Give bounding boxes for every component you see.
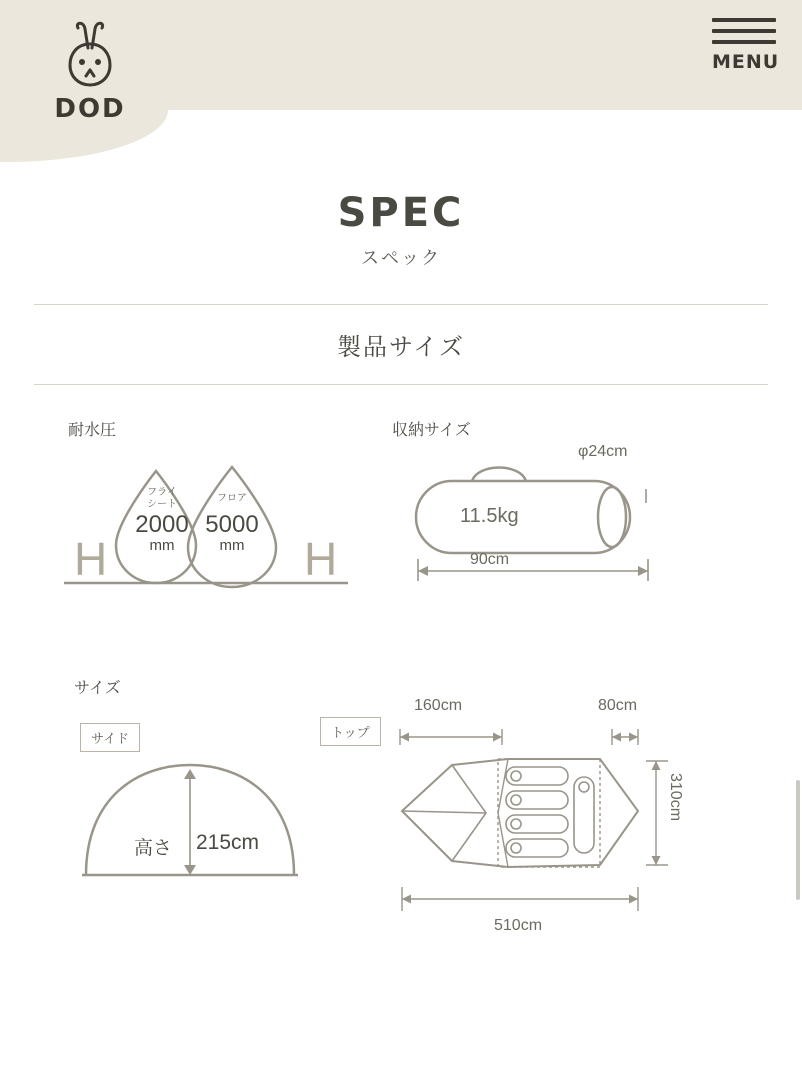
menu-button-label: MENU: [712, 51, 780, 73]
page-subtitle: スペック: [361, 248, 441, 268]
label-storage-size: 収納サイズ: [392, 422, 471, 439]
storage-diameter: φ24cm: [578, 443, 628, 460]
menu-button[interactable]: [712, 18, 780, 73]
dim-510: 510cm: [494, 917, 543, 934]
label-water-pressure: 耐水圧: [68, 422, 117, 439]
storage-length: 90cm: [470, 551, 510, 568]
diagram-top-view: [390, 715, 690, 950]
site-header: [0, 0, 802, 124]
hamburger-icon: [712, 18, 776, 44]
spec-diagrams: [0, 405, 802, 934]
tag-side-label: サイド: [80, 723, 140, 752]
fly-sheet-caption: フライ シート: [147, 487, 177, 510]
floor-caption: フロア: [217, 493, 247, 504]
height-value: 215cm: [196, 831, 260, 854]
tag-top-label: トップ: [320, 717, 381, 746]
brand-logo-text: DOD: [54, 94, 126, 124]
dim-310: 310cm: [667, 773, 684, 822]
label-size: サイズ: [74, 680, 121, 697]
page-title: SPEC: [337, 190, 465, 236]
diagram-storage-bag: [400, 439, 690, 604]
svg-text:H: H: [74, 533, 108, 585]
floor-unit: mm: [219, 537, 245, 554]
bottom-padding: [0, 1020, 802, 1080]
svg-text:H: H: [304, 533, 338, 585]
storage-weight: 11.5kg: [460, 505, 519, 527]
fly-sheet-unit: mm: [149, 537, 175, 554]
fly-sheet-value: 2000: [135, 511, 189, 538]
section-title-product-size: 製品サイズ: [34, 304, 768, 385]
tag-side: [80, 723, 140, 752]
diagram-side-view: [76, 757, 326, 892]
brand-logo[interactable]: [44, 20, 136, 124]
floor-value: 5000: [205, 511, 259, 538]
page-scrollbar[interactable]: [796, 780, 800, 900]
dim-80: 80cm: [598, 697, 638, 714]
dim-160: 160cm: [414, 697, 463, 714]
height-label: 高さ: [134, 838, 173, 859]
tag-top: [320, 717, 381, 746]
rabbit-logo-icon: [44, 20, 136, 92]
